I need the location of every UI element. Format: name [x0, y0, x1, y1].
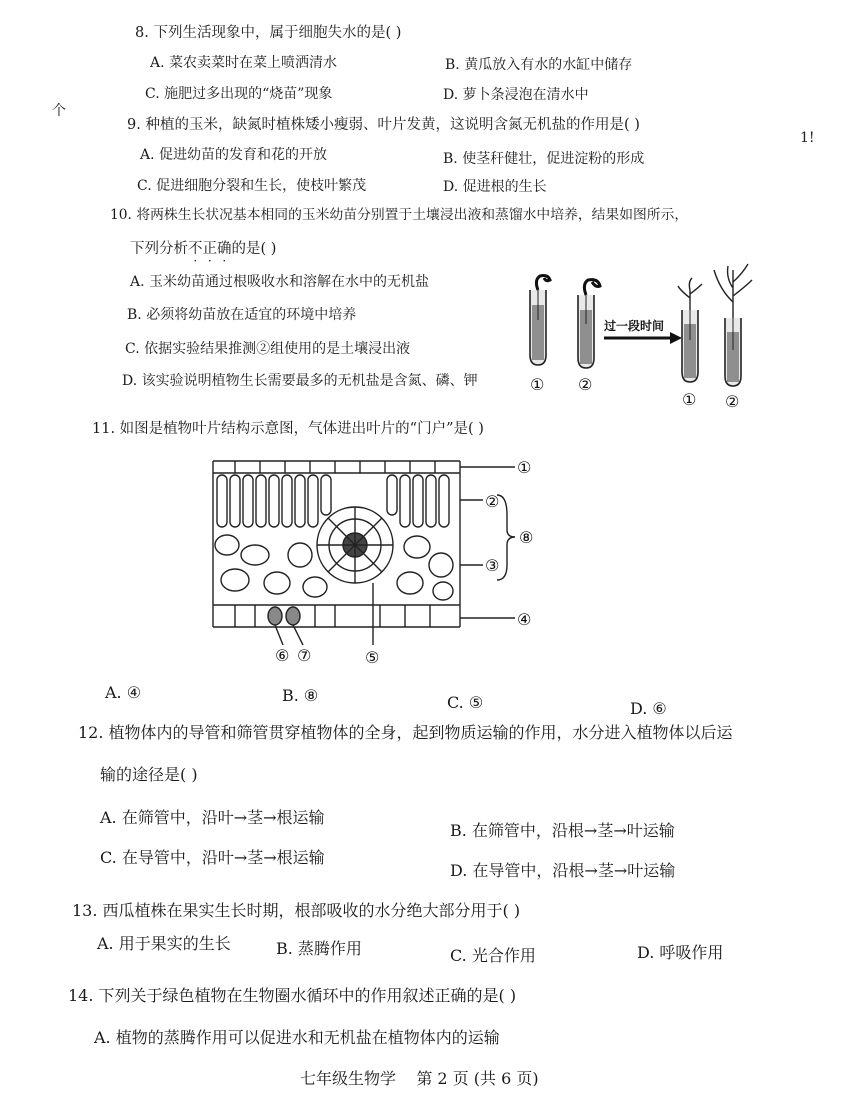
q10-emphasis-char: 不: [188, 241, 203, 257]
q11-option-b: B. ⑧: [282, 686, 319, 705]
q11-option-c: C. ⑤: [447, 693, 484, 712]
q13-option-d: D. 呼吸作用: [637, 943, 724, 962]
q14-option-a: A. 植物的蒸腾作用可以促进水和无机盐在植物体内的运输: [94, 1028, 500, 1047]
leaf-label-4: ④: [517, 610, 532, 629]
q12-option-d: D. 在导管中，沿根→茎→叶运输: [450, 861, 676, 880]
q9-option-c: C. 促进细胞分裂和生长，使枝叶繁茂: [137, 178, 367, 194]
q10-stem-line1: 10. 将两株生长状况基本相同的玉米幼苗分别置于土壤浸出液和蒸馏水中培养，结果如图所示，: [110, 207, 689, 223]
tube-1-before: [530, 276, 550, 366]
arrow-text: 过一段时间: [604, 319, 665, 333]
q8-option-c: C. 施肥过多出现的“烧苗”现象: [145, 86, 333, 102]
q12-stem-line2: 输的途径是( ): [100, 765, 198, 784]
tube-label: ①: [682, 390, 697, 409]
time-arrow: [604, 318, 682, 344]
q11-option-d: D. ⑥: [630, 699, 667, 718]
q12-option-b: B. 在筛管中，沿根→茎→叶运输: [450, 821, 675, 840]
q8-option-b: B. 黄瓜放入有水的水缸中储存: [445, 57, 633, 73]
q11-option-a: A. ④: [105, 683, 142, 702]
margin-mark-left: 个: [52, 103, 66, 119]
q13-stem: 13. 西瓜植株在果实生长时期，根部吸收的水分绝大部分用于( ): [72, 901, 521, 920]
q10-stem-pre: 下列分析: [130, 241, 188, 257]
upper-epidermis: [235, 461, 435, 473]
palisade-tissue: [217, 475, 449, 527]
leaf-label-2: ②: [485, 492, 500, 511]
q10-option-d: D. 该实验说明植物生长需要最多的无机盐是含氮、磷、钾: [122, 373, 478, 389]
q9-option-b: B. 使茎秆健壮，促进淀粉的形成: [443, 151, 645, 167]
leaf-label-8: ⑧: [519, 528, 534, 547]
tube-label: ①: [530, 375, 545, 394]
q8-stem: 8. 下列生活现象中，属于细胞失水的是( ): [135, 25, 402, 41]
q9-option-a: A. 促进幼苗的发育和花的开放: [140, 147, 328, 163]
q8-option-d: D. 萝卜条浸泡在清水中: [443, 87, 589, 103]
q13-option-b: B. 蒸腾作用: [276, 939, 362, 958]
q10-emphasis-char: 正: [202, 241, 217, 257]
tube-label: ②: [578, 375, 593, 394]
leaf-label-6: ⑥: [275, 646, 290, 665]
leaf-vein: [317, 507, 393, 583]
tube-label: ②: [725, 392, 740, 411]
leaf-label-7: ⑦: [297, 646, 312, 665]
q13-option-a: A. 用于果实的生长: [97, 934, 231, 953]
tube-1-after: [678, 278, 702, 382]
q10-option-c: C. 依据实验结果推测②组使用的是土壤浸出液: [125, 341, 411, 357]
q12-option-a: A. 在筛管中，沿叶→茎→根运输: [100, 808, 325, 827]
tube-2-after: [714, 264, 752, 386]
leaf-label-3: ③: [485, 556, 500, 575]
q10-emphasis-char: 确: [217, 241, 232, 257]
tube-2-before: [578, 280, 600, 368]
q10-stem-post: 的是( ): [231, 241, 277, 257]
q13-option-c: C. 光合作用: [450, 946, 536, 965]
q10-option-a: A. 玉米幼苗通过根吸收水和溶解在水中的无机盐: [130, 274, 430, 290]
q8-option-a: A. 菜农卖菜时在菜上喷洒清水: [150, 55, 338, 71]
stoma: [268, 607, 300, 625]
margin-mark-right: 1!: [800, 130, 815, 146]
q10-stem-line2: [130, 240, 276, 258]
q12-option-c: C. 在导管中，沿叶→茎→根运输: [100, 848, 325, 867]
q9-stem: 9. 种植的玉米，缺氮时植株矮小瘦弱、叶片发黄，这说明含氮无机盐的作用是( ): [127, 117, 640, 133]
q14-stem: 14. 下列关于绿色植物在生物圈水循环中的作用叙述正确的是( ): [68, 986, 517, 1005]
q12-stem-line1: 12. 植物体内的导管和筛管贯穿植物体的全身，起到物质运输的作用，水分进入植物体以后运: [78, 723, 733, 742]
lower-epidermis: [235, 605, 430, 627]
q11-stem: 11. 如图是植物叶片结构示意图，气体进出叶片的“门户”是( ): [92, 421, 484, 437]
q10-option-b: B. 必须将幼苗放在适宜的环境中培养: [127, 307, 357, 323]
page-footer: 七年级生物学 第 2 页 (共 6 页): [300, 1069, 539, 1088]
q9-option-d: D. 促进根的生长: [443, 179, 547, 195]
q11-figure-leaf-section: [205, 455, 565, 670]
q10-figure-test-tubes: [520, 260, 760, 410]
leaf-label-5: ⑤: [365, 648, 380, 667]
leaf-label-1: ①: [517, 458, 532, 477]
